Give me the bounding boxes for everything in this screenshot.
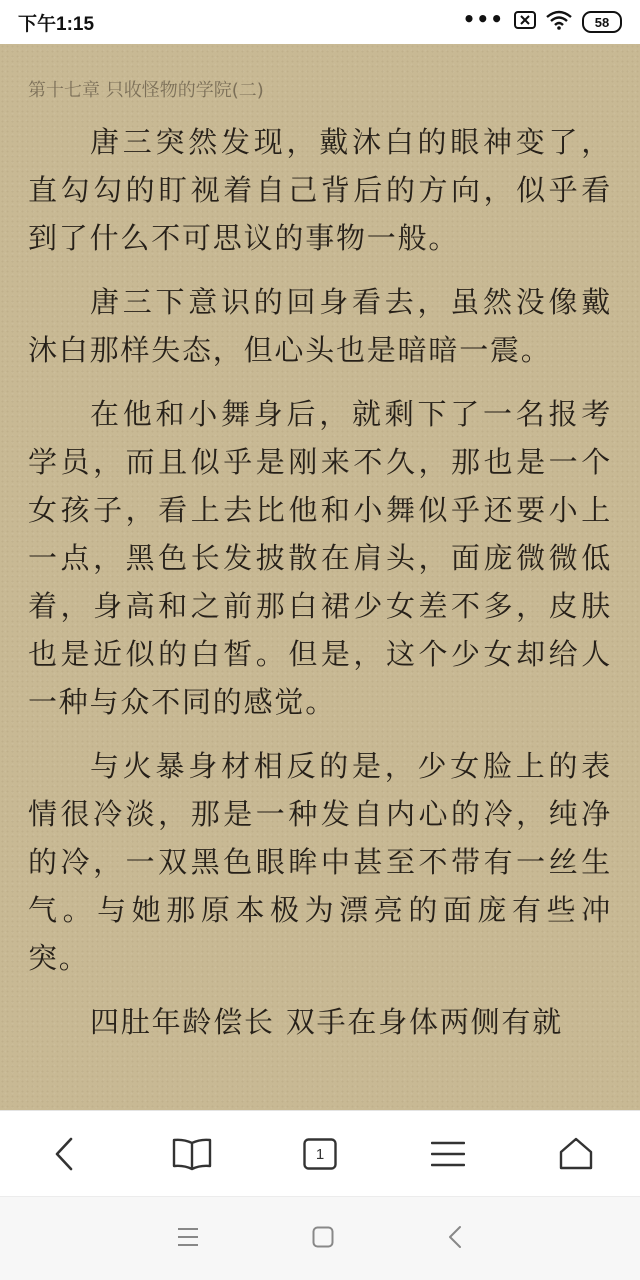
chapter-content bbox=[28, 118, 612, 1062]
wifi-icon bbox=[546, 10, 572, 34]
more-dots-icon: ••• bbox=[462, 7, 504, 31]
home-square-icon bbox=[312, 1226, 334, 1248]
no-sim-icon bbox=[514, 11, 536, 33]
back-button[interactable] bbox=[24, 1124, 104, 1184]
paragraph: 与火暴身材相反的是，少女脸上的表情很冷淡，那是一种发自内心的冷，纯净的冷，一双黑色眼眸中甚至不带有一丝生气。与她那原本极为漂亮的面庞有些冲突。 bbox=[28, 749, 612, 975]
status-time: 下午1:15 bbox=[18, 13, 95, 35]
menu-button[interactable] bbox=[408, 1124, 488, 1184]
paragraph: 唐三突然发现，戴沐白的眼神变了，直勾勾的盯视着自己背后的方向，似乎看到了什么不可思议的事物一般。 bbox=[28, 125, 612, 255]
tab-count: 1 bbox=[315, 1145, 325, 1163]
system-back-button[interactable] bbox=[447, 1225, 463, 1253]
home-icon bbox=[558, 1137, 594, 1171]
paragraph: 在他和小舞身后，就剩下了一名报考学员，而且似乎是刚来不久，那也是一个女孩子，看上去比他和小舞似乎还要小上一点，黑色长发披散在肩头，面庞微微低着，身高和之前那白裙少女差不多，皮肤也是近似的白皙。但是，这个少女却给人一种与众不同的感觉。 bbox=[28, 397, 612, 719]
paragraph: 唐三下意识的回身看去，虽然没像戴沐白那样失态，但心头也是暗暗一震。 bbox=[28, 285, 612, 367]
menu-icon bbox=[431, 1140, 465, 1168]
status-icons bbox=[462, 7, 622, 34]
paragraph: 四肚年龄偿长 双手在身体两侧有就 bbox=[90, 1005, 564, 1039]
recent-apps-button[interactable] bbox=[177, 1227, 199, 1251]
battery-level: 58 bbox=[594, 14, 610, 30]
system-nav-bar bbox=[0, 1196, 640, 1280]
bookmarks-button[interactable] bbox=[152, 1124, 232, 1184]
browser-toolbar bbox=[0, 1110, 640, 1197]
battery-icon bbox=[582, 11, 622, 33]
tabs-button[interactable] bbox=[280, 1124, 360, 1184]
back-icon bbox=[52, 1136, 76, 1172]
book-icon bbox=[172, 1137, 212, 1171]
reader-page[interactable] bbox=[0, 44, 640, 1110]
chapter-title: 第十七章 只收怪物的学院(二) bbox=[28, 80, 264, 101]
home-button[interactable] bbox=[536, 1124, 616, 1184]
back-triangle-icon bbox=[447, 1225, 463, 1249]
system-home-button[interactable] bbox=[312, 1226, 334, 1252]
recent-apps-icon bbox=[177, 1227, 199, 1247]
status-bar bbox=[0, 0, 640, 44]
